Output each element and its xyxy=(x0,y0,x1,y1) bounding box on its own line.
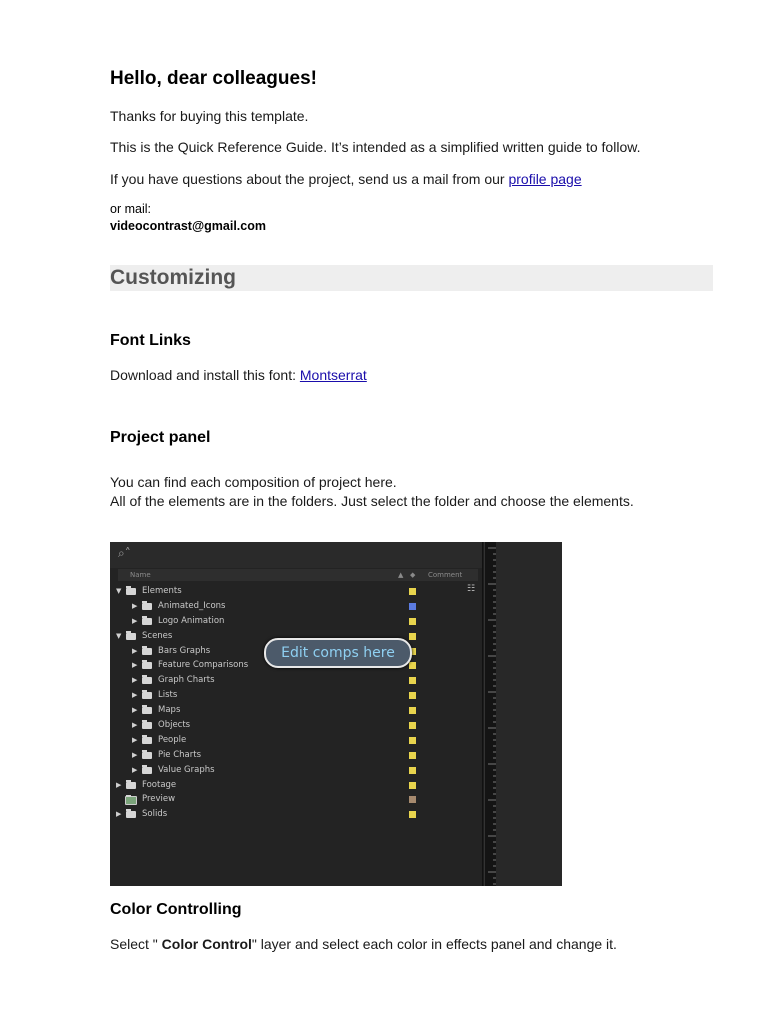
folder-icon xyxy=(142,722,152,729)
edit-comps-callout: Edit comps here xyxy=(264,638,412,668)
label-tag-icon: ◆ xyxy=(410,571,416,579)
font-links-prefix: Download and install this font: xyxy=(110,367,300,383)
project-row[interactable] xyxy=(110,778,482,793)
label-color-chip[interactable] xyxy=(409,722,416,729)
project-row-label: Lists xyxy=(158,690,178,701)
disclosure-arrow-icon[interactable]: ▶ xyxy=(116,810,122,819)
section-title: Customizing xyxy=(110,266,236,289)
column-name: Name xyxy=(130,571,151,579)
disclosure-arrow-icon[interactable]: ▶ xyxy=(132,676,138,685)
project-row[interactable] xyxy=(110,748,482,763)
montserrat-link[interactable]: Montserrat xyxy=(299,367,367,383)
label-color-chip[interactable] xyxy=(409,633,416,640)
color-suffix: " layer and select each color in effects panel and change it. xyxy=(251,936,617,952)
greeting-heading: Hello, dear colleagues! xyxy=(110,68,317,89)
project-row-label: Pie Charts xyxy=(158,749,202,760)
composition-icon xyxy=(125,796,137,805)
project-panel-screenshot xyxy=(110,542,562,886)
project-row-label: Footage xyxy=(142,779,177,790)
project-row-label: Preview xyxy=(142,794,176,805)
project-row[interactable] xyxy=(110,614,482,629)
search-icon: ⌕˄ xyxy=(118,546,131,560)
disclosure-arrow-icon[interactable]: ▶ xyxy=(132,691,138,700)
disclosure-arrow-icon[interactable]: ▶ xyxy=(132,735,138,744)
panel-dark-strip xyxy=(496,542,562,886)
disclosure-arrow-icon[interactable]: ▶ xyxy=(132,721,138,730)
label-color-chip[interactable] xyxy=(409,692,416,699)
project-row-label: Maps xyxy=(158,705,181,716)
label-color-chip[interactable] xyxy=(409,811,416,818)
contact-text xyxy=(110,171,582,187)
project-row-label: Objects xyxy=(158,720,191,731)
color-controlling-heading: Color Controlling xyxy=(110,901,242,918)
label-color-chip[interactable] xyxy=(409,737,416,744)
color-prefix: Select " xyxy=(110,936,162,952)
label-color-chip[interactable] xyxy=(409,752,416,759)
project-row[interactable] xyxy=(110,673,482,688)
profile-page-link[interactable]: profile page xyxy=(508,171,582,187)
email-address: videocontrast@gmail.com xyxy=(110,219,266,233)
label-color-chip[interactable] xyxy=(409,677,416,684)
panel-rows xyxy=(110,584,482,822)
project-row[interactable] xyxy=(110,807,482,822)
project-row-label: Value Graphs xyxy=(158,764,215,775)
project-row-label: Feature Comparisons xyxy=(158,660,249,671)
or-mail-label: or mail: xyxy=(110,202,151,216)
folder-icon xyxy=(142,603,152,610)
project-row-label: Solids xyxy=(142,809,168,820)
folder-icon xyxy=(142,677,152,684)
disclosure-arrow-icon[interactable]: ▶ xyxy=(132,601,138,610)
disclosure-arrow-icon[interactable]: ▶ xyxy=(132,661,138,670)
label-color-chip[interactable] xyxy=(409,782,416,789)
hierarchy-icon: ☷ xyxy=(467,584,476,594)
project-row-label: Bars Graphs xyxy=(158,645,211,656)
disclosure-arrow-icon[interactable]: ▶ xyxy=(132,616,138,625)
disclosure-arrow-icon[interactable]: ▶ xyxy=(116,780,122,789)
disclosure-arrow-icon[interactable]: ▶ xyxy=(132,765,138,774)
project-row-label: Animated_Icons xyxy=(158,600,226,611)
project-panel-line1: You can find each composition of project here. xyxy=(110,474,397,490)
project-row-label: Logo Animation xyxy=(158,615,225,626)
project-row[interactable] xyxy=(110,703,482,718)
project-panel-line2: All of the elements are in the folders. Just select the folder and choose the elements. xyxy=(110,493,634,509)
project-row-label: Scenes xyxy=(142,630,173,641)
folder-icon xyxy=(142,648,152,655)
font-links-text xyxy=(110,367,367,383)
project-row[interactable] xyxy=(110,688,482,703)
label-color-chip[interactable] xyxy=(409,588,416,595)
folder-icon xyxy=(142,737,152,744)
project-row-label: People xyxy=(158,734,187,745)
sort-arrow-icon: ▲ xyxy=(398,571,404,579)
panel-column-header xyxy=(118,569,478,581)
project-row[interactable] xyxy=(110,584,482,599)
disclosure-arrow-icon[interactable]: ▼ xyxy=(116,631,122,640)
project-panel-heading: Project panel xyxy=(110,429,211,446)
intro-text: This is the Quick Reference Guide. It’s intended as a simplified written guide to follow. xyxy=(110,139,641,155)
disclosure-arrow-icon[interactable]: ▶ xyxy=(132,646,138,655)
project-row[interactable] xyxy=(110,792,482,807)
project-row-label: Elements xyxy=(142,586,182,596)
color-controlling-text xyxy=(110,936,617,952)
folder-icon xyxy=(142,767,152,774)
label-color-chip[interactable] xyxy=(409,618,416,625)
project-row[interactable] xyxy=(110,599,482,614)
label-color-chip[interactable] xyxy=(409,662,416,669)
thanks-text: Thanks for buying this template. xyxy=(110,108,309,124)
disclosure-arrow-icon[interactable]: ▶ xyxy=(132,706,138,715)
contact-prefix: If you have questions about the project, send us a mail from our xyxy=(110,171,509,187)
label-color-chip[interactable] xyxy=(409,603,416,610)
label-color-chip[interactable] xyxy=(409,796,416,803)
project-row-label: Graph Charts xyxy=(158,675,215,686)
folder-icon xyxy=(126,633,136,640)
folder-icon xyxy=(142,707,152,714)
color-control-layer: Color Control xyxy=(161,936,252,952)
folder-icon xyxy=(142,618,152,625)
disclosure-arrow-icon[interactable]: ▼ xyxy=(116,587,122,595)
label-color-chip[interactable] xyxy=(409,767,416,774)
folder-icon xyxy=(142,662,152,669)
folder-icon xyxy=(126,811,136,818)
folder-icon xyxy=(142,752,152,759)
project-row[interactable] xyxy=(110,763,482,778)
font-links-heading: Font Links xyxy=(110,332,191,349)
label-color-chip[interactable] xyxy=(409,707,416,714)
disclosure-arrow-icon[interactable]: ▶ xyxy=(132,750,138,759)
panel-search-bar xyxy=(110,542,482,568)
folder-icon xyxy=(142,692,152,699)
folder-icon xyxy=(126,588,136,595)
project-row[interactable] xyxy=(110,733,482,748)
column-comment: Comment xyxy=(428,571,463,579)
project-row[interactable] xyxy=(110,718,482,733)
folder-icon xyxy=(126,782,136,789)
